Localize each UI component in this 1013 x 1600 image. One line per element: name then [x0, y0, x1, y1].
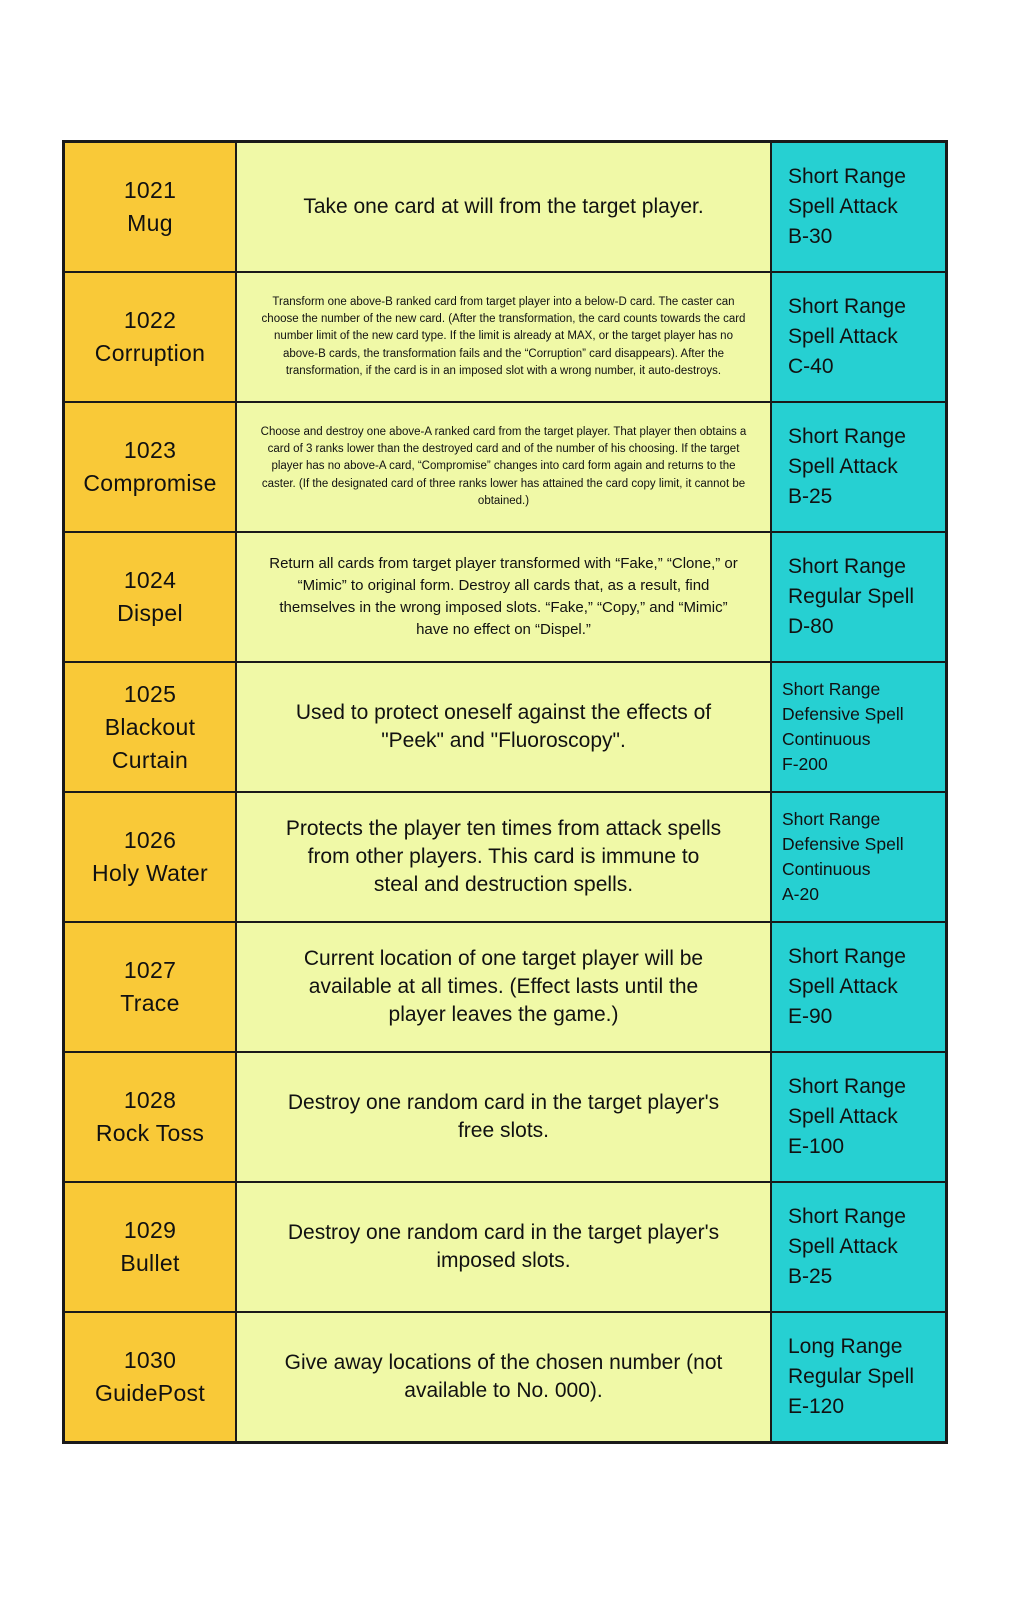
- card-description-cell: [236, 402, 771, 532]
- card-id-cell: [64, 272, 237, 402]
- card-description: Return all cards from target player transformed with “Fake,” “Clone,” or “Mimic” to original form. Destroy all cards that, as a result, find themselves in the wrong imposed slots. “Fake,” “Copy,” and “Mimic” have no effect on “Dispel.”: [269, 555, 738, 638]
- card-rank-limit: B-25: [788, 1265, 833, 1288]
- card-description: Destroy one random card in the target player's free slots.: [287, 1091, 720, 1142]
- card-description-cell: [236, 792, 771, 922]
- card-number: 1030: [123, 1347, 177, 1373]
- card-id-cell: [64, 1182, 237, 1312]
- card-type-cell: [771, 1052, 947, 1182]
- card-name: GuidePost: [94, 1380, 206, 1406]
- card-name: Bullet: [120, 1250, 180, 1276]
- card-number: 1023: [123, 437, 177, 463]
- spell-card-table: [62, 140, 948, 1444]
- card-description: Protects the player ten times from attack spells from other players. This card is immune to steal and destruction spells.: [285, 817, 722, 896]
- card-spell-type: Defensive Spell: [782, 704, 904, 724]
- card-range: Short Range: [782, 809, 881, 829]
- card-type-cell: [771, 402, 947, 532]
- card-number: 1026: [123, 827, 177, 853]
- card-spell-type: Spell Attack: [788, 195, 898, 218]
- card-name: Rock Toss: [95, 1120, 205, 1146]
- card-type: [772, 292, 945, 382]
- card-description: Transform one above-B ranked card from target player into a below-D card. The caster can choose the number of the new card. (After the transformation, the card counts towards the card number limit of the new card type. If the limit is already at MAX, or the target player has no above-B cards, the transformation fails and the “Corruption” card disappears). After the transformation, if the card is in an imposed slot with a wrong number, it auto-destroys.: [261, 295, 746, 377]
- card-spell-type: Regular Spell: [788, 1365, 915, 1388]
- card-number: 1028: [123, 1087, 177, 1113]
- card-rank-limit: E-90: [788, 1005, 833, 1028]
- card-description-cell: [236, 142, 771, 273]
- card-name: Trace: [120, 990, 180, 1016]
- card-description-cell: [236, 272, 771, 402]
- card-type: [772, 1202, 945, 1292]
- card-range: Short Range: [788, 555, 906, 578]
- table-row: [64, 1052, 947, 1182]
- card-type: [772, 807, 945, 907]
- card-range: Short Range: [788, 1075, 906, 1098]
- card-spell-type: Spell Attack: [788, 455, 898, 478]
- card-number: 1025: [123, 680, 177, 707]
- table-row: [64, 402, 947, 532]
- card-id-cell: [64, 532, 237, 662]
- card-rank-limit: D-80: [788, 615, 834, 638]
- card-description: Destroy one random card in the target player's imposed slots.: [287, 1221, 720, 1272]
- card-range: Short Range: [788, 945, 906, 968]
- card-description-cell: [236, 532, 771, 662]
- table-row: [64, 662, 947, 792]
- card-rank-limit: E-120: [788, 1395, 845, 1418]
- card-rank-limit: E-100: [788, 1135, 845, 1158]
- card-type: [772, 422, 945, 512]
- card-name: Blackout Curtain: [104, 713, 196, 773]
- card-name: Compromise: [83, 470, 217, 496]
- card-range: Short Range: [782, 679, 881, 699]
- table-row: [64, 532, 947, 662]
- card-name: Holy Water: [92, 860, 208, 886]
- card-rank-limit: B-30: [788, 225, 833, 248]
- card-type: [772, 942, 945, 1032]
- card-name: Mug: [127, 210, 173, 236]
- card-type-cell: [771, 922, 947, 1052]
- card-number: 1021: [123, 177, 177, 203]
- card-spell-type: Regular Spell: [788, 585, 915, 608]
- card-spell-type: Spell Attack: [788, 975, 898, 998]
- card-name: Dispel: [117, 600, 183, 626]
- card-type-cell: [771, 1312, 947, 1443]
- card-type-cell: [771, 142, 947, 273]
- card-range: Short Range: [788, 1205, 906, 1228]
- card-number: 1029: [123, 1217, 177, 1243]
- card-description-cell: [236, 1312, 771, 1443]
- table-row: [64, 1312, 947, 1443]
- card-type: [772, 162, 945, 252]
- card-spell-type: Spell Attack: [788, 1235, 898, 1258]
- card-description: Used to protect oneself against the effects of "Peek" and "Fluoroscopy".: [295, 701, 712, 752]
- card-type-cell: [771, 532, 947, 662]
- card-type-cell: [771, 792, 947, 922]
- card-spell-type: Spell Attack: [788, 1105, 898, 1128]
- card-name: Corruption: [94, 340, 206, 366]
- card-id-cell: [64, 662, 237, 792]
- card-type-cell: [771, 662, 947, 792]
- table-row: [64, 922, 947, 1052]
- card-type-cell: [771, 272, 947, 402]
- card-table-body: [64, 142, 947, 1443]
- card-range: Short Range: [788, 295, 906, 318]
- card-id-cell: [64, 1312, 237, 1443]
- card-range: Long Range: [788, 1335, 903, 1358]
- card-spell-type: Defensive Spell: [782, 834, 904, 854]
- card-duration: Continuous: [782, 729, 871, 749]
- card-id-cell: [64, 402, 237, 532]
- card-description: Choose and destroy one above-A ranked card from the target player. That player then obtains a card of 3 ranks lower than the destroyed card and of the number of his choosing. If the target player has no above-A card, “Compromise” changes into card form again and returns to the caster. (If the designated card of three ranks lower has attained the card copy limit, it cannot be obtained.): [260, 425, 747, 507]
- card-spell-type: Spell Attack: [788, 325, 898, 348]
- table-row: [64, 1182, 947, 1312]
- card-type: [772, 552, 945, 642]
- card-rank-limit: C-40: [788, 355, 834, 378]
- card-id-cell: [64, 1052, 237, 1182]
- card-description-cell: [236, 662, 771, 792]
- card-description: Give away locations of the chosen number (not available to No. 000).: [284, 1351, 723, 1402]
- card-type: [772, 1332, 945, 1422]
- card-id-cell: [64, 142, 237, 273]
- card-id-cell: [64, 792, 237, 922]
- table-row: [64, 792, 947, 922]
- card-number: 1027: [123, 957, 177, 983]
- card-description-cell: [236, 922, 771, 1052]
- card-number: 1024: [123, 567, 177, 593]
- card-type: [772, 677, 945, 777]
- card-description-cell: [236, 1182, 771, 1312]
- card-rank-limit: F-200: [782, 754, 828, 774]
- card-type-cell: [771, 1182, 947, 1312]
- card-range: Short Range: [788, 165, 906, 188]
- card-description: Take one card at will from the target player.: [303, 195, 704, 218]
- card-duration: Continuous: [782, 859, 871, 879]
- card-rank-limit: B-25: [788, 485, 833, 508]
- card-description: Current location of one target player will be available at all times. (Effect lasts until the player leaves the game.): [303, 947, 704, 1026]
- table-row: [64, 272, 947, 402]
- card-id-cell: [64, 922, 237, 1052]
- table-row: [64, 142, 947, 273]
- card-description-cell: [236, 1052, 771, 1182]
- card-type: [772, 1072, 945, 1162]
- card-number: 1022: [123, 307, 177, 333]
- card-range: Short Range: [788, 425, 906, 448]
- card-rank-limit: A-20: [782, 884, 819, 904]
